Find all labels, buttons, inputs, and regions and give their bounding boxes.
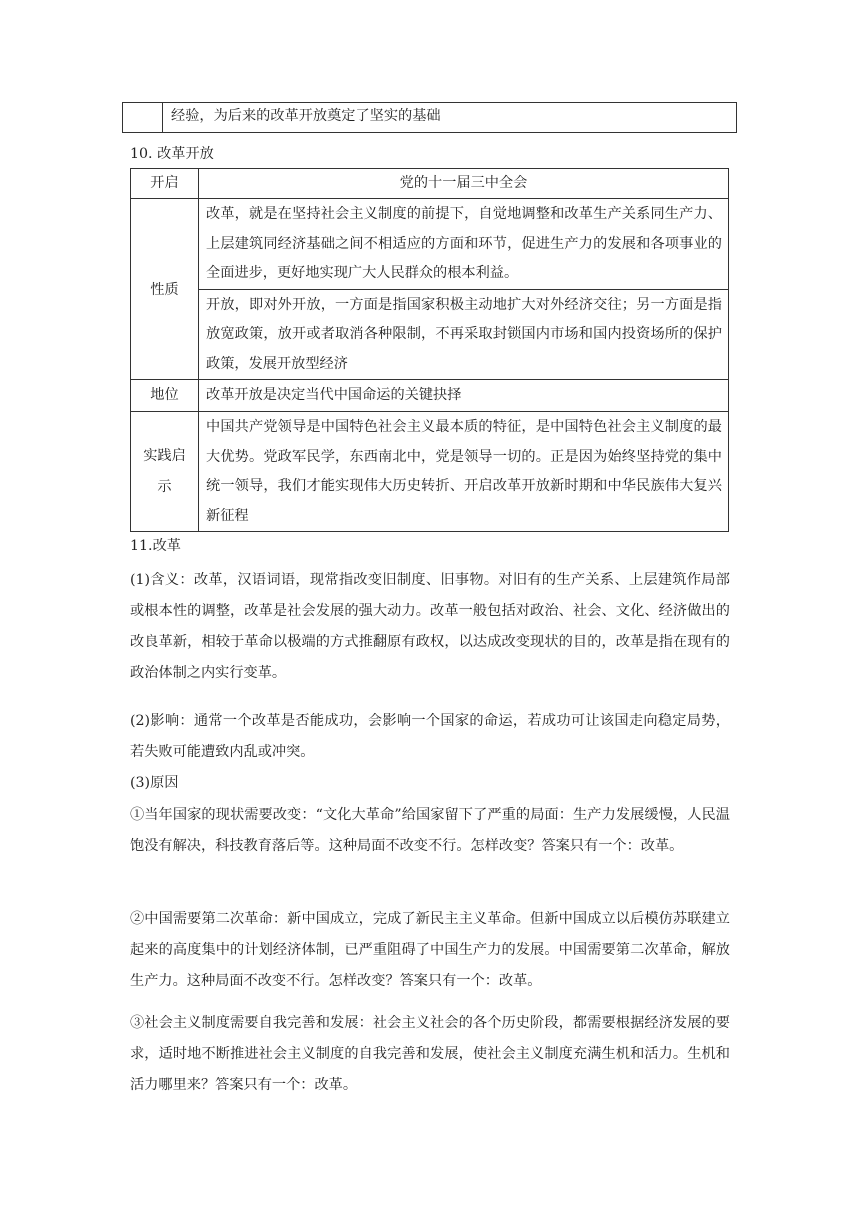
meaning-paragraph: (1)含义：改革，汉语词语，现常指改变旧制度、旧事物。对旧有的生产关系、上层建筑作局部或根本性的调整，改革是社会发展的强大动力。改革一般包括对政治、社会、文化、经济做出的改良革新，相较于革命以极端的方式推翻原有政权，以达成改变现状的目的，改革是指在现有的政治体制之内实行变革。 xyxy=(130,572,730,681)
row-value-open: 党的十一届三中全会 xyxy=(199,169,729,199)
row-label-practice-line2: 示 xyxy=(157,478,172,495)
row-value-practice: 中国共产党领导是中国特色社会主义最本质的特征，是中国特色社会主义制度的最大优势。党政军民学，东西南北中，党是领导一切的。正是因为始终坚持党的集中统一领导，我们才能实现伟大历史转折、开启改革开放新时期和中华民族伟大复兴新征程 xyxy=(199,412,729,532)
reason-2-paragraph: ②中国需要第二次革命：新中国成立，完成了新民主主义革命。但新中国成立以后模仿苏联建立起来的高度集中的计划经济体制，已严重阻碍了中国生产力的发展。中国需要第二次革命，解放生产力。这种局面不改变不行。怎样改变？答案只有一个：改革。 xyxy=(130,911,730,989)
row-label-open: 开启 xyxy=(131,169,199,199)
reform-opening-table xyxy=(130,168,729,532)
table-row-nature-reform xyxy=(131,199,729,290)
row-label-practice xyxy=(131,412,199,532)
reason-3-paragraph: ③社会主义制度需要自我完善和发展：社会主义社会的各个历史阶段，都需要根据经济发展的要求，适时地不断推进社会主义制度的自我完善和发展，使社会主义制度充满生机和活力。生机和活力哪里来？答案只有一个：改革。 xyxy=(130,1015,730,1093)
table-row-nature-opening xyxy=(131,289,729,380)
row-value-nature-reform: 改革，就是在坚持社会主义制度的前提下，自觉地调整和改革生产关系同生产力、上层建筑同经济基础之间不相适应的方面和环节，促进生产力的发展和各项事业的全面进步，更好地实现广大人民群众的根本利益。 xyxy=(199,199,729,290)
table-row-status xyxy=(131,380,729,412)
row-label-practice-line1: 实践启 xyxy=(143,447,186,464)
table-cell-empty xyxy=(123,103,163,133)
table-row-practice xyxy=(131,412,729,532)
section-10-heading: 10. 改革开放 xyxy=(130,146,214,162)
reasons-heading: (3)原因 xyxy=(130,775,179,791)
row-label-nature: 性质 xyxy=(131,199,199,380)
previous-table-continuation xyxy=(122,102,737,133)
table-row-open xyxy=(131,169,729,199)
section-11-heading: 11.改革 xyxy=(130,538,181,554)
influence-paragraph: (2)影响：通常一个改革是否能成功，会影响一个国家的命运，若成功可让该国走向稳定局势，若失败可能遭致内乱或冲突。 xyxy=(130,713,730,760)
row-label-status: 地位 xyxy=(131,380,199,412)
row-value-status: 改革开放是决定当代中国命运的关键抉择 xyxy=(199,380,729,412)
reason-1-paragraph: ①当年国家的现状需要改变：“文化大革命”给国家留下了严重的局面：生产力发展缓慢，人民温饱没有解决，科技教育落后等。这种局面不改变不行。怎样改变？答案只有一个：改革。 xyxy=(130,807,730,854)
row-value-nature-opening: 开放，即对外开放，一方面是指国家积极主动地扩大对外经济交往；另一方面是指放宽政策，放开或者取消各种限制，不再采取封锁国内市场和国内投资场所的保护政策，发展开放型经济 xyxy=(199,289,729,380)
table-cell-text: 经验，为后来的改革开放奠定了坚实的基础 xyxy=(163,103,737,133)
table-row xyxy=(123,103,737,133)
